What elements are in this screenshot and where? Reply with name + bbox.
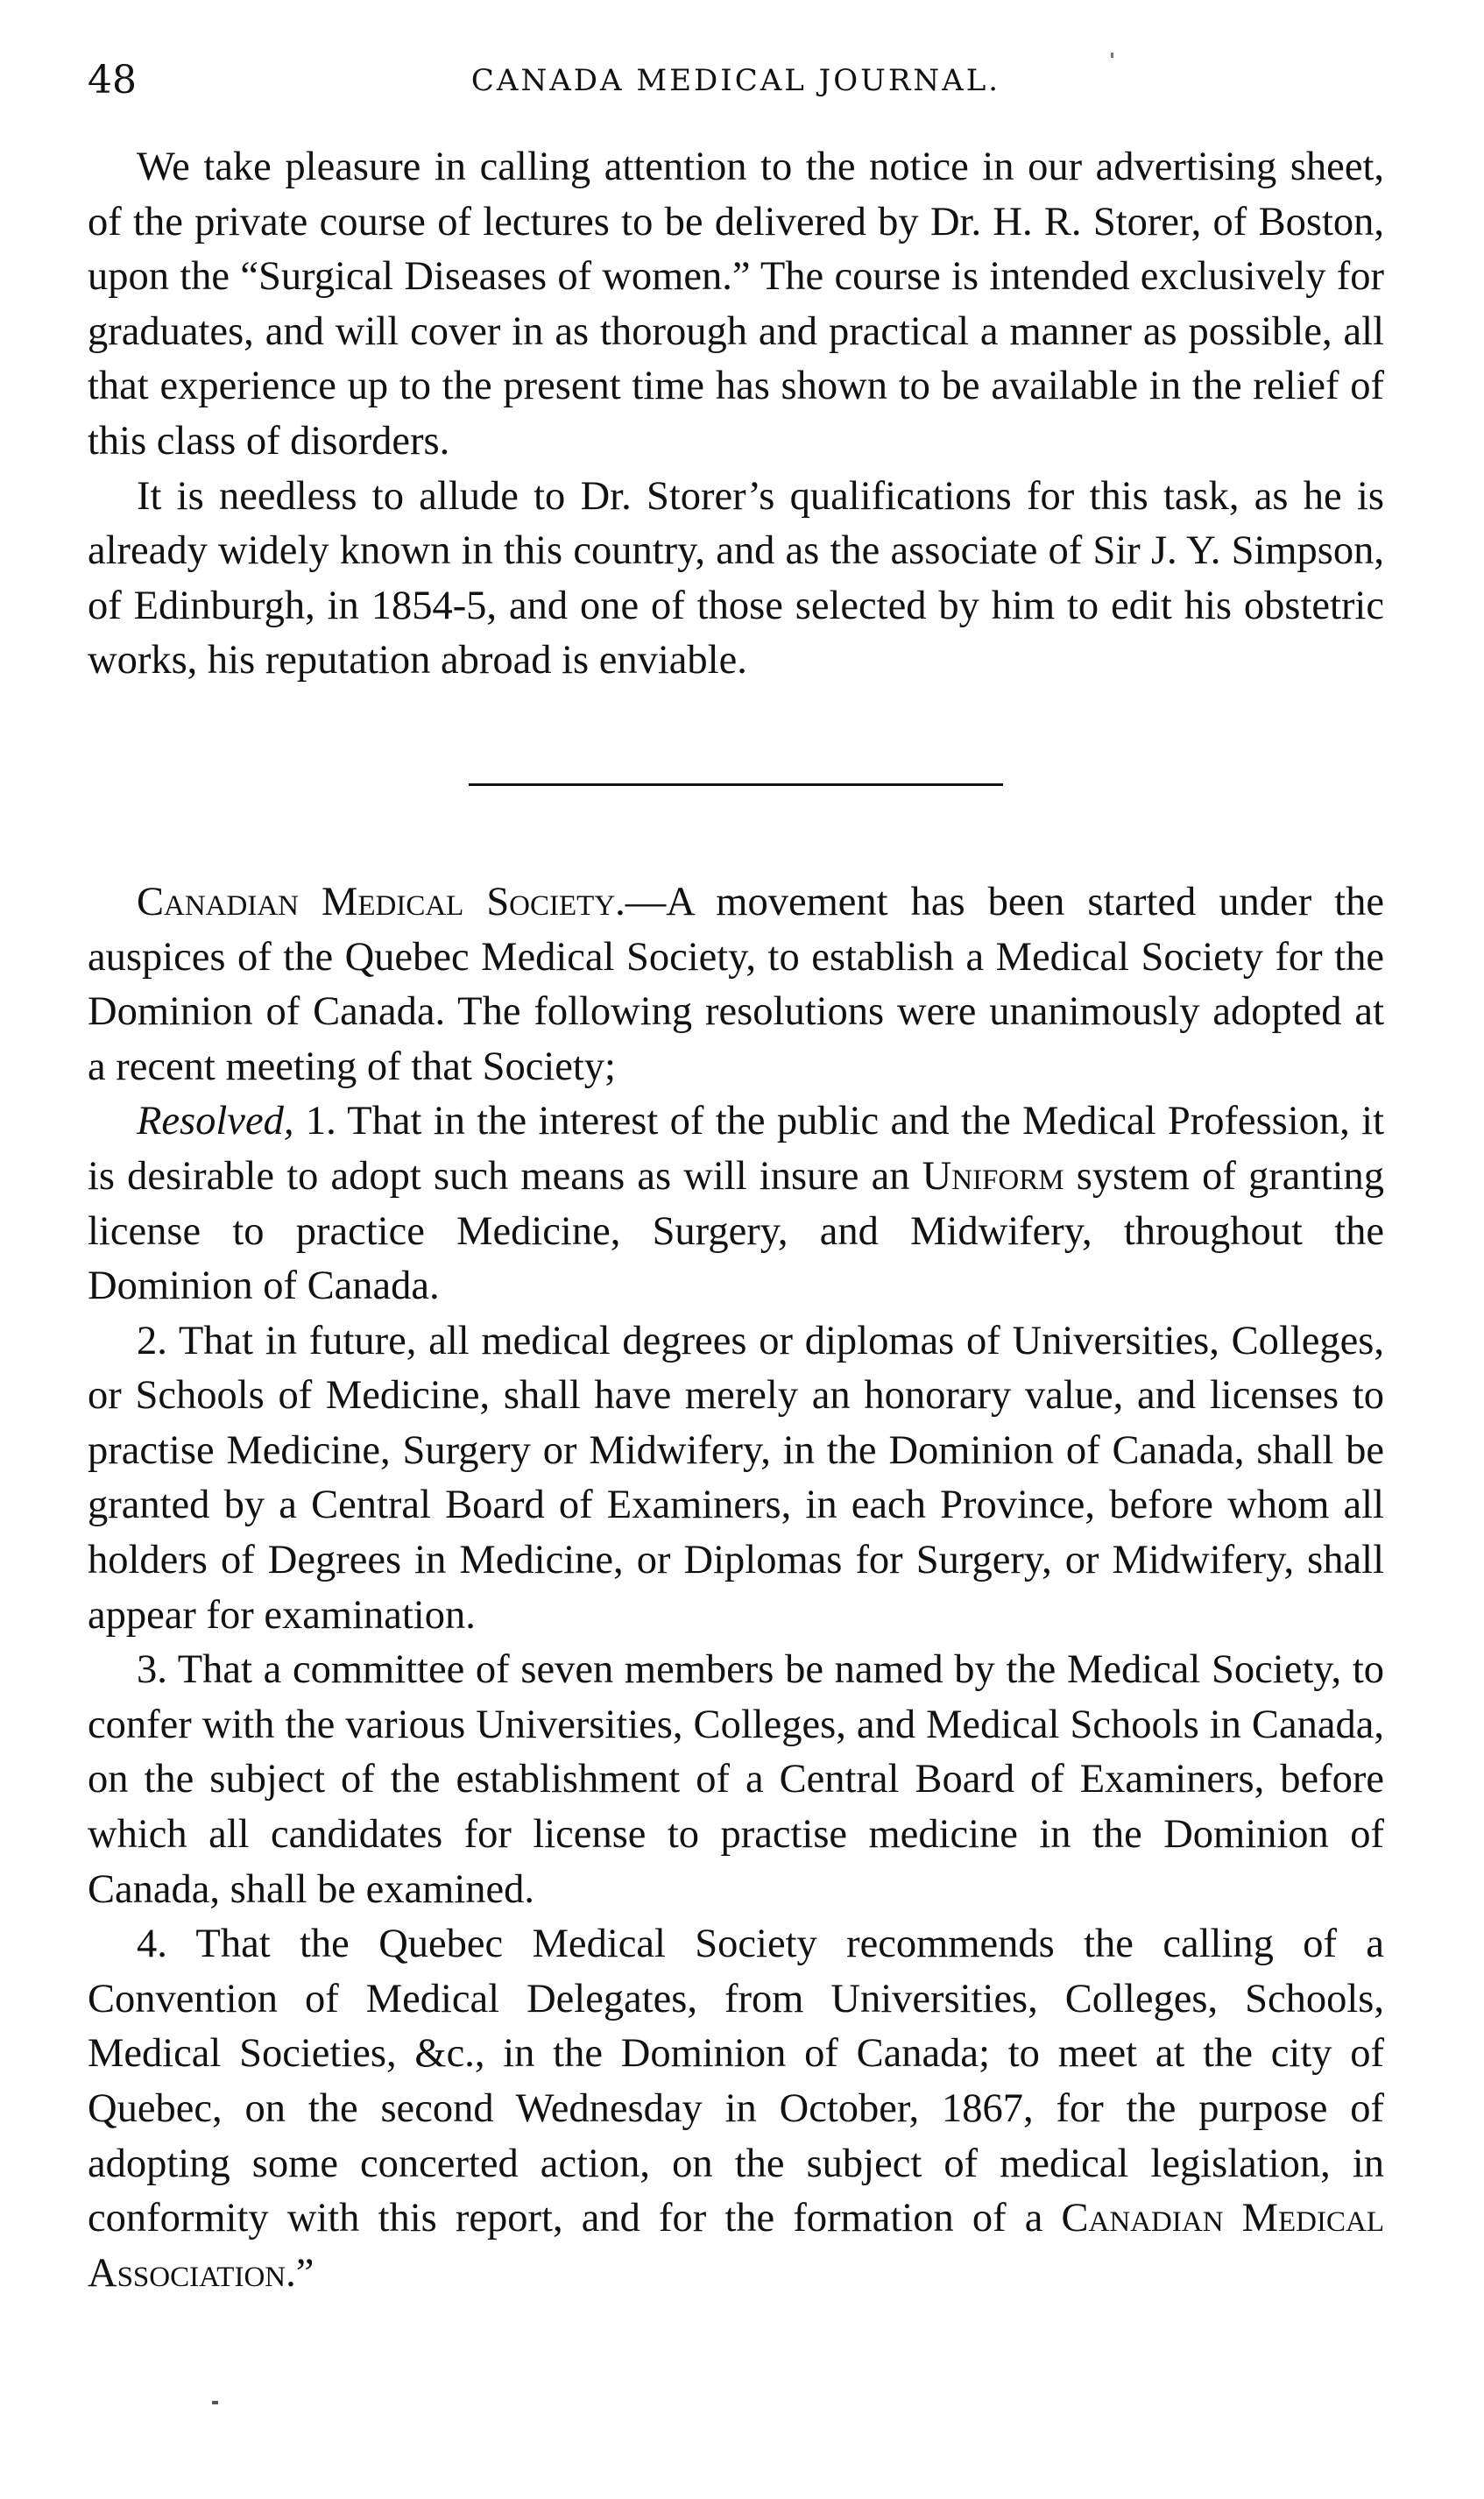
page-header bbox=[88, 54, 1384, 107]
section-divider bbox=[469, 783, 1003, 786]
resolution-text: system of granting license to practice Medicine, Surgery, and Midwifery, throughout the Dominion of Canada. bbox=[88, 1153, 1384, 1309]
resolution-number: 1. bbox=[305, 1099, 336, 1144]
association-name-emphasis: Canadian Medical Association. bbox=[88, 2196, 1384, 2296]
paragraph: It is needless to allude to Dr. Storer’s qualifications for this task, as he is already widely known in this country, and as the associate of Sir J. Y. Simpson, of Edinburgh, in 1854-5, and one of those selected by him to edit his obstetric works, his reputation abroad is enviable. bbox=[88, 473, 1384, 683]
resolution-3: 3. That a committee of seven members be named by the Medical Society, to confer with the various Universities, Colleges, and Medical Schools in Canada, on the subject of the establishment of a Central Board of Examiners, before which all candidates for license to practise medicine in the Dominion of Canada, shall be examined. bbox=[88, 1647, 1384, 1912]
storer-lectures-notice bbox=[88, 140, 1384, 689]
closing-quote: ” bbox=[295, 2250, 314, 2296]
canadian-medical-society-article bbox=[88, 875, 1384, 2301]
uniform-emphasis: Uniform bbox=[922, 1153, 1064, 1199]
paragraph: We take pleasure in calling attention to the notice in our advertising sheet, of the private course of lectures to be delivered by Dr. H. R. Storer, of Boston, upon the “Surgical Diseases of women.” The course is intended exclusively for graduates, and will cover in as thorough and practical a manner as possible, all that experience up to the present time has shown to be available in the relief of this class of disorders. bbox=[88, 145, 1384, 464]
resolution-text: 4. That the Quebec Medical Society recommends the calling of a Convention of Medical Delegates, from Universities, Colleges, Schools, Medical Societies, &c., in the Dominion of Canada; to meet at the city of Quebec, on the second Wednesday in October, 1867, for the purpose of adopting some concerted action, on the subject of medical legislation, in conformity with this report, and for the formation of a bbox=[88, 1922, 1384, 2241]
print-speck bbox=[212, 2401, 218, 2404]
resolution-text: That in the interest of the public and the Medical Profession, it is desirable to adopt such means as will insure an bbox=[88, 1099, 1384, 1199]
resolution-1 bbox=[88, 1094, 1384, 1313]
resolved-label: Resolved, bbox=[137, 1099, 294, 1144]
resolution-2: 2. That in future, all medical degrees or diplomas of Universities, Colleges, or Schools of Medicine, shall have merely an honorary value, and licenses to practise Medicine, Surgery or Midwifery, in the Dominion of Canada, shall be granted by a Central Board of Examiners, in each Province, before whom all holders of Degrees in Medicine, or Diplomas for Surgery, or Midwifery, shall appear for examination. bbox=[88, 1318, 1384, 1638]
page-body bbox=[88, 140, 1384, 2301]
running-head: CANADA MEDICAL JOURNAL. bbox=[470, 63, 1001, 98]
article-heading: Canadian Medical Society. bbox=[137, 879, 625, 924]
article-intro-text: —A movement has been started under the auspices of the Quebec Medical Society, to establish a Medical Society for the Dominion of Canada. The following resolutions were unanimously adopted at a recent meeting of that Society; bbox=[88, 879, 1384, 1089]
article-intro-paragraph bbox=[88, 875, 1384, 1094]
page-number: 48 bbox=[88, 58, 137, 103]
resolution-4 bbox=[88, 1917, 1384, 2301]
